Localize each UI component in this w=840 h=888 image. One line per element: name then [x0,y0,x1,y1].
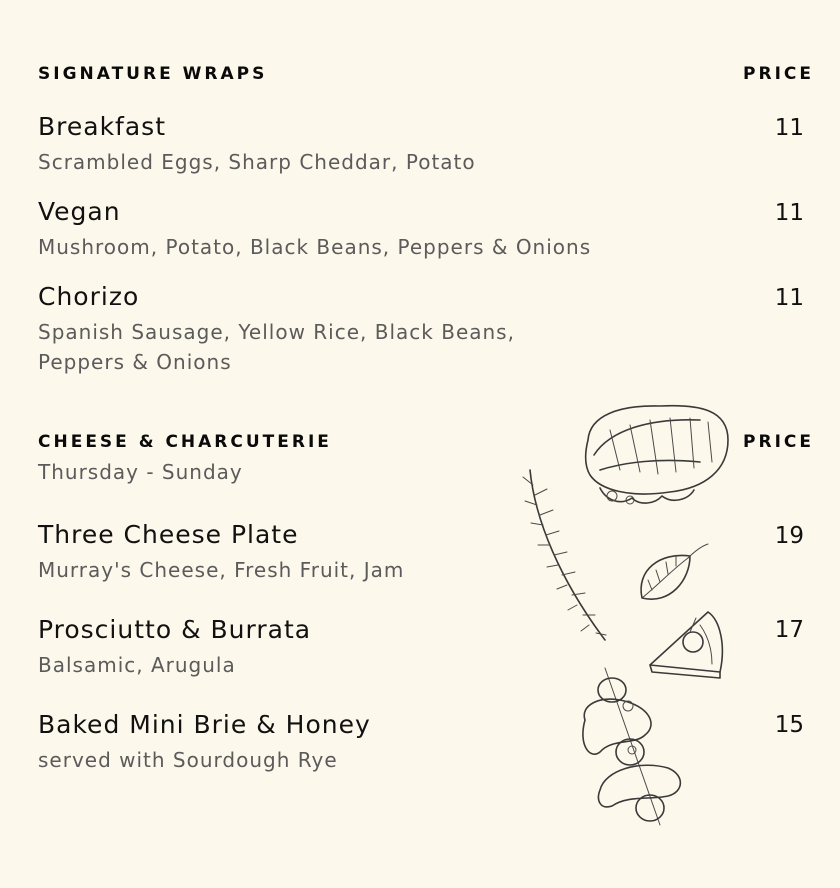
item-name: Three Cheese Plate [38,520,299,549]
item-price: 11 [774,285,804,311]
basil-leaf-illustration [641,544,708,599]
section-title-signature-wraps: SIGNATURE WRAPS [38,64,268,84]
price-column-header: PRICE [743,64,814,84]
item-price: 17 [774,617,804,643]
cheese-wedge-illustration [650,612,722,678]
section-title-cheese-charcuterie: CHEESE & CHARCUTERIE [38,432,332,452]
item-price: 19 [774,523,804,549]
item-description: Spanish Sausage, Yellow Rice, Black Beans, Peppers & Onions [38,320,515,374]
price-column-header: PRICE [743,432,814,452]
item-name: Vegan [38,197,121,226]
item-name: Breakfast [38,112,167,141]
item-name: Baked Mini Brie & Honey [38,710,371,739]
item-description: Mushroom, Potato, Black Beans, Peppers & Onions [38,235,592,259]
item-name: Prosciutto & Burrata [38,615,312,644]
item-description: Murray's Cheese, Fresh Fruit, Jam [38,558,405,582]
item-name: Chorizo [38,282,140,311]
item-description: Scrambled Eggs, Sharp Cheddar, Potato [38,150,476,174]
item-price: 11 [774,200,804,226]
section-subtitle: Thursday - Sunday [38,460,243,484]
sandwich-illustration [586,406,728,504]
item-description: served with Sourdough Rye [38,748,338,772]
item-price: 11 [774,115,804,141]
item-description: Balsamic, Arugula [38,653,236,677]
item-price: 15 [774,712,804,738]
